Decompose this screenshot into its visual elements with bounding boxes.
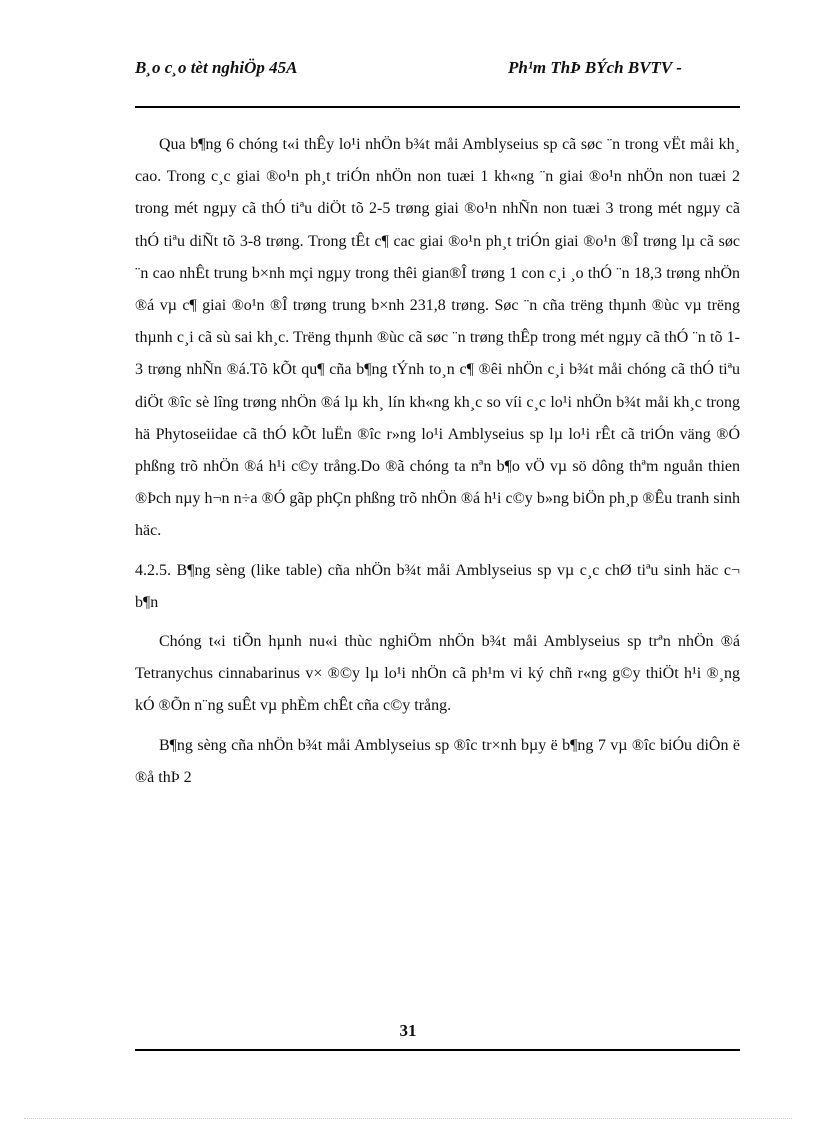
footer-divider bbox=[135, 1049, 740, 1051]
paragraph-table6-discussion: Qua b¶ng 6 chóng t«i thÊy lo¹i nhÖn b¾t måi Amblyseius sp cã søc ¨n trong vËt måi kh¸ cao. Trong c¸c giai ®o¹n ph¸t triÓn nhÖn non tuæi 1 kh«ng ¨n giai ®o¹n nhÖn non tuæi 2 trong mét ngµy cã thÓ tiªu diÖt tõ 2-5 trøng giai ®o¹n nhÑn non tuæi 3 trong mét ngµy cã thÓ tiªu diÑt tõ 3-8 trøng. Trong tÊt c¶ cac giai ®o¹n ph¸t triÓn giai ®o¹n ®Î trøng lµ cã søc ¨n cao nhÊt trung b×nh mçi ngµy trong thêi gian®Î trøng 1 con c¸i ¸o thÓ ¨n 18,3 trøng nhÖn ®á vµ c¶ giai ®o¹n ®Î trøng trung b×nh 231,8 trøng. Søc ¨n cña trëng thµnh ®ùc vµ trëng thµnh c¸i cã sù sai kh¸c. Trëng thµnh ®ùc cã søc ¨n trøng thÊp trong mét ngµy cã thÓ ¨n tõ 1-3 trøng nhÑn ®á.Tõ kÕt qu¶ cña b¶ng tÝnh to¸n c¶ ®êi nhÖn c¸i b¾t måi chóng cã thÓ tiªu diÖt ®îc sè lîng trøng nhÖn ®á lµ kh¸ lín kh«ng kh¸c so víi c¸c lo¹i nhÖn b¾t måi kh¸c trong hä Phytoseiidae cã thÓ kÕt luËn ®îc r»ng lo¹i Amblyseius sp lµ lo¹i rÊt cã triÓn väng ®Ó phßng trõ nhÖn ®á h¹i c©y trång.Do ®ã chóng ta nªn b¶o vÖ vµ sö dông thªm nguån thien ®Þch nµy h¬n n÷a ®Ó gãp phÇn phßng trõ nhÖn ®á h¹i c©y b»ng biÖn ph¸p ®Êu tranh sinh häc. bbox=[135, 136, 740, 540]
page-number: 31 bbox=[399, 1021, 417, 1040]
page-edge-dotted-line bbox=[24, 1118, 792, 1119]
header-report-title: B¸o c¸o tèt nghiÖp 45A bbox=[135, 58, 298, 77]
paragraph-experiment: Chóng t«i tiÕn hµnh nu«i thùc nghiÖm nhÖn b¾t måi Amblyseius sp trªn nhÖn ®á Tetranychus cinnabarinus v× ®©y lµ lo¹i nhÖn cã ph¹m vi ký chñ r«ng g©y thiÖt h¹i ®¸ng kÓ ®Õn n¨ng suÊt vµ phÈm chÊt cña c©y trång. bbox=[135, 633, 740, 715]
header-divider bbox=[135, 106, 740, 108]
header-author: Ph¹m ThÞ BÝch BVTV - bbox=[508, 58, 682, 77]
section-heading-4-2-5: 4.2.5. B¶ng sèng (like table) cña nhÖn b¾t måi Amblyseius sp vµ c¸c chØ tiªu sinh häc c¬ b¶n bbox=[135, 561, 740, 611]
paragraph-life-table: B¶ng sèng cña nhÖn b¾t måi Amblyseius sp ®îc tr×nh bµy ë b¶ng 7 vµ ®îc biÓu diÔn ë ®å thÞ 2 bbox=[135, 736, 740, 786]
body-text bbox=[135, 129, 740, 801]
